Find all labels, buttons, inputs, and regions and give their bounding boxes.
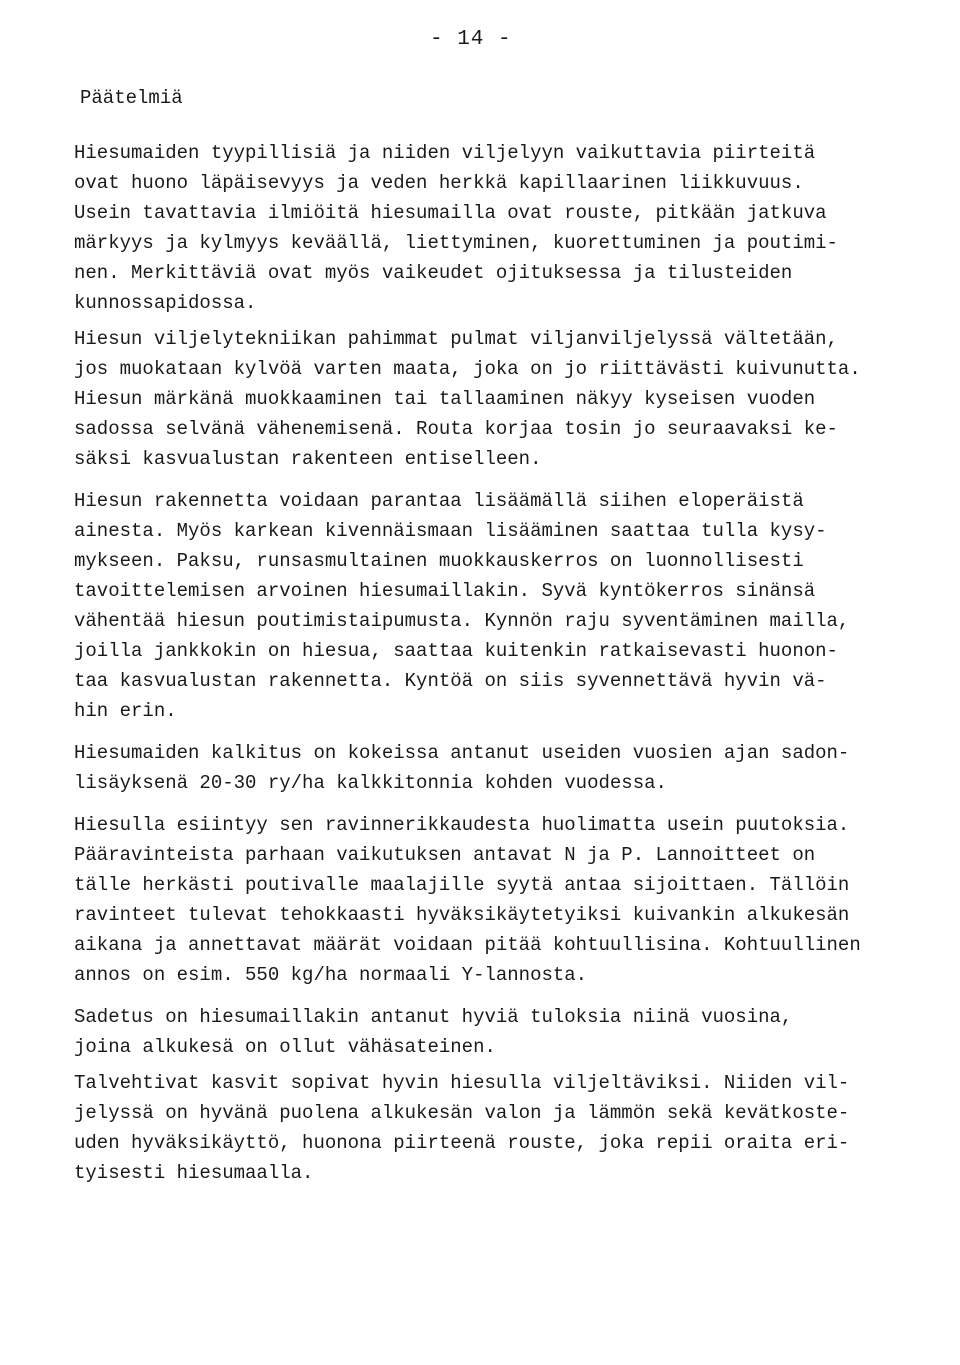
paragraph <box>74 810 954 990</box>
text-line: lisäyksenä 20-30 ry/ha kalkkitonnia kohden vuodessa. <box>74 772 667 794</box>
text-line: Talvehtivat kasvit sopivat hyvin hiesulla viljeltäviksi. Niiden vil- <box>74 1072 850 1094</box>
text-line: Hiesumaiden tyypillisiä ja niiden viljelyyn vaikuttavia piirteitä <box>74 142 816 164</box>
text-line: Hiesumaiden kalkitus on kokeissa antanut useiden vuosien ajan sadon- <box>74 742 850 764</box>
text-line: tälle herkästi poutivalle maalajille syytä antaa sijoittaen. Tällöin <box>74 874 850 896</box>
body-text <box>74 138 954 1194</box>
text-line: Hiesun märkänä muokkaaminen tai tallaaminen näkyy kyseisen vuoden <box>74 388 816 410</box>
paragraph <box>74 138 954 318</box>
paragraph <box>74 324 954 474</box>
text-line: taa kasvualustan rakennetta. Kyntöä on siis syvennettävä hyvin vä- <box>74 670 827 692</box>
paragraph <box>74 1068 954 1188</box>
text-line: mykseen. Paksu, runsasmultainen muokkauskerros on luonnollisesti <box>74 550 804 572</box>
text-line: Pääravinteista parhaan vaikutuksen antavat N ja P. Lannoitteet on <box>74 844 816 866</box>
text-line: märkyys ja kylmyys keväällä, liettyminen, kuorettuminen ja poutimi- <box>74 232 838 254</box>
text-line: Hiesulla esiintyy sen ravinnerikkaudesta huolimatta usein puutoksia. <box>74 814 850 836</box>
text-line: ainesta. Myös karkean kivennäismaan lisääminen saattaa tulla kysy- <box>74 520 827 542</box>
text-line: hin erin. <box>74 700 177 722</box>
paragraph <box>74 1002 954 1062</box>
text-line: Usein tavattavia ilmiöitä hiesumailla ovat rouste, pitkään jatkuva <box>74 202 827 224</box>
text-line: Hiesun viljelytekniikan pahimmat pulmat viljanviljelyssä vältetään, <box>74 328 838 350</box>
text-line: säksi kasvualustan rakenteen entiselleen. <box>74 448 542 470</box>
text-line: joilla jankkokin on hiesua, saattaa kuitenkin ratkaisevasti huonon- <box>74 640 838 662</box>
text-line: annos on esim. 550 kg/ha normaali Y-lannosta. <box>74 964 588 986</box>
text-line: jos muokataan kylvöä varten maata, joka on jo riittävästi kuivunutta. <box>74 358 861 380</box>
text-line: sadossa selvänä vähenemisenä. Routa korjaa tosin jo seuraavaksi ke- <box>74 418 838 440</box>
page-number: - 14 - <box>430 28 512 51</box>
text-line: Hiesun rakennetta voidaan parantaa lisäämällä siihen eloperäistä <box>74 490 804 512</box>
text-line: tyisesti hiesumaalla. <box>74 1162 314 1184</box>
text-line: Sadetus on hiesumaillakin antanut hyviä tuloksia niinä vuosina, <box>74 1006 793 1028</box>
paragraph <box>74 486 954 726</box>
section-heading: Päätelmiä <box>80 87 183 109</box>
text-line: jelyssä on hyvänä puolena alkukesän valon ja lämmön sekä kevätkoste- <box>74 1102 850 1124</box>
text-line: ovat huono läpäisevyys ja veden herkkä kapillaarinen liikkuvuus. <box>74 172 804 194</box>
text-line: tavoittelemisen arvoinen hiesumaillakin. Syvä kyntökerros sinänsä <box>74 580 816 602</box>
text-line: aikana ja annettavat määrät voidaan pitää kohtuullisina. Kohtuullinen <box>74 934 861 956</box>
paragraph <box>74 738 954 798</box>
text-line: joina alkukesä on ollut vähäsateinen. <box>74 1036 496 1058</box>
text-line: kunnossapidossa. <box>74 292 257 314</box>
text-line: ravinteet tulevat tehokkaasti hyväksikäytetyiksi kuivankin alkukesän <box>74 904 850 926</box>
text-line: vähentää hiesun poutimistaipumusta. Kynnön raju syventäminen mailla, <box>74 610 850 632</box>
text-line: nen. Merkittäviä ovat myös vaikeudet ojituksessa ja tilusteiden <box>74 262 793 284</box>
text-line: uden hyväksikäyttö, huonona piirteenä rouste, joka repii oraita eri- <box>74 1132 850 1154</box>
